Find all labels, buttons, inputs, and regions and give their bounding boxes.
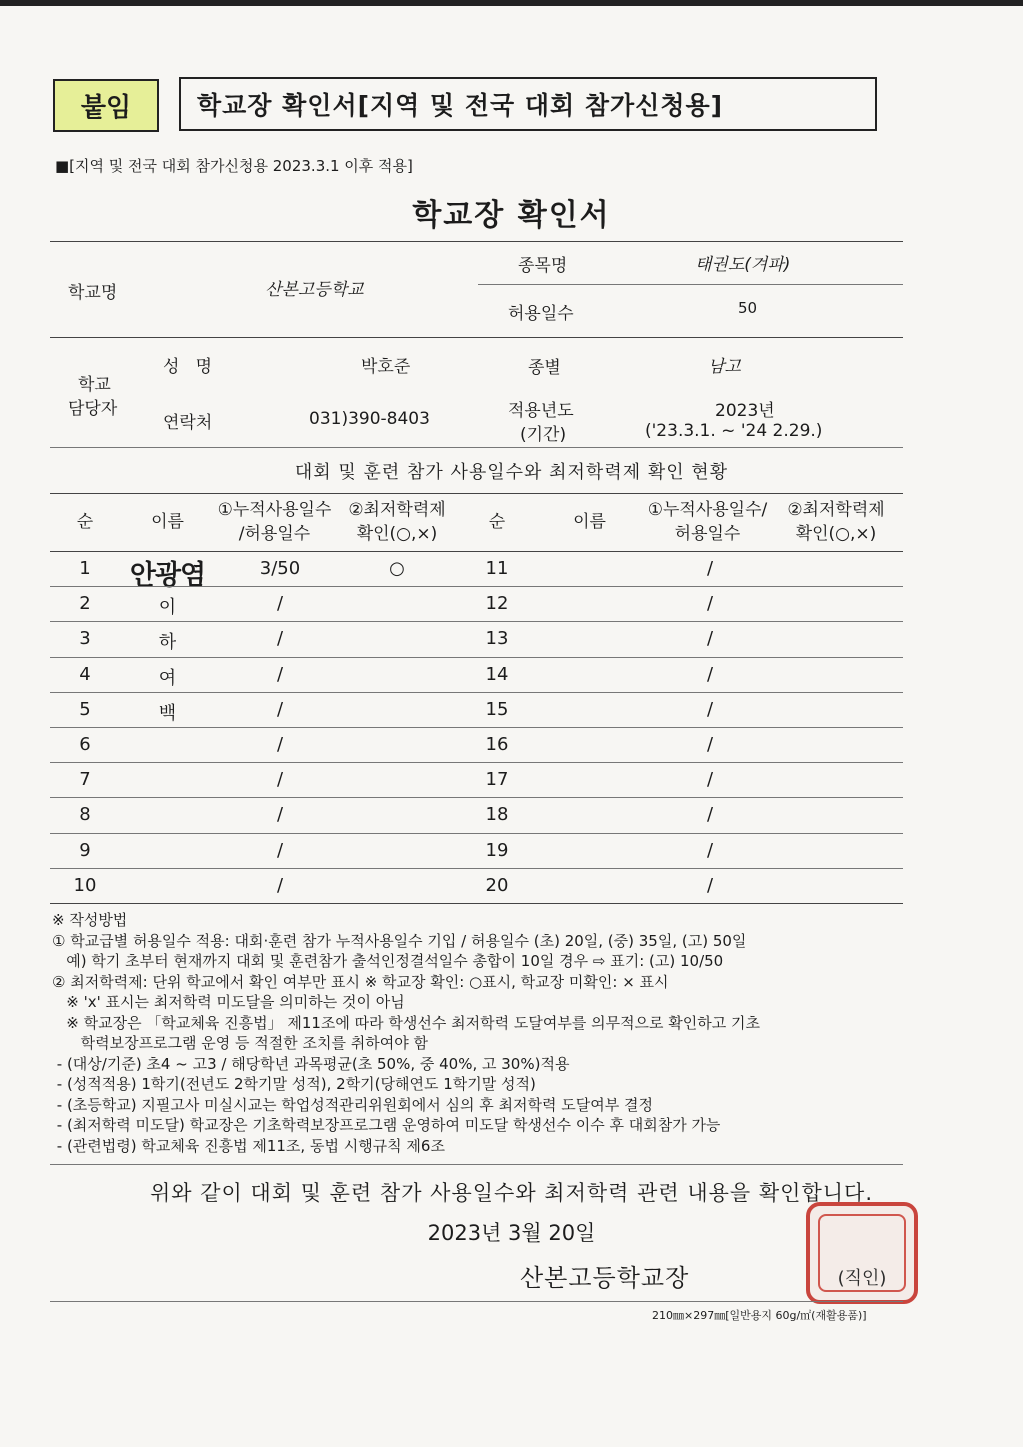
year-label-2: (기간): [520, 425, 567, 445]
col-no: 순: [76, 512, 94, 532]
table-row-divider: [50, 833, 903, 834]
used-days: /: [276, 874, 284, 896]
issue-date: 2023년 3월 20일: [427, 1221, 596, 1245]
table-row-divider: [50, 762, 903, 763]
col-name-right: 이름: [573, 512, 606, 532]
used-days: /: [276, 663, 284, 685]
note-line: ② 최저학력제: 단위 학교에서 확인 여부만 표시 ※ 학교장 확인: ○표시, 학교장 미확인: × 표시: [52, 972, 669, 991]
page-title: 학교장 확인서: [412, 198, 611, 233]
official-seal: [806, 1202, 918, 1304]
row-number: 5: [79, 698, 91, 720]
contact-value: 031)390-8403: [309, 409, 430, 429]
manager-label: 학교: [78, 375, 111, 395]
col-no-right: 순: [488, 512, 506, 532]
col-used-right: ①누적사용일수/: [647, 500, 768, 520]
confirmation-statement: 위와 같이 대회 및 훈련 참가 사용일수와 최저학력 관련 내용을 확인합니다.: [149, 1181, 873, 1205]
col-used-2: /허용일수: [238, 524, 311, 544]
school-name-label: 학교명: [68, 283, 118, 303]
table-row-divider: [50, 727, 903, 728]
row-number: 12: [485, 593, 509, 615]
document-title-box: 학교장 확인서[지역 및 전국 대회 참가신청용]: [179, 77, 877, 131]
signer-name: 산본고등학교장: [520, 1264, 690, 1292]
col-used-right-2: 허용일수: [674, 524, 741, 544]
category-label: 종별: [528, 358, 561, 378]
attachment-badge: 붙임: [53, 79, 159, 132]
used-days: /: [276, 734, 284, 755]
used-days: /: [706, 698, 714, 720]
row-number: 6: [79, 734, 91, 755]
row-number: 20: [485, 874, 509, 896]
seal-text: (직인): [837, 1268, 887, 1289]
row-number: 18: [485, 804, 509, 826]
allowed-days-label: 허용일수: [508, 304, 574, 324]
used-days: /: [706, 628, 714, 650]
paper-spec: 210㎜×297㎜[일반용지 60g/㎡(재활용품)]: [652, 1309, 867, 1322]
category-value: 남고: [708, 357, 741, 377]
row-number: 4: [79, 663, 91, 685]
event-label: 종목명: [518, 256, 568, 276]
row-number: 10: [73, 874, 97, 896]
row-number: 9: [79, 839, 91, 861]
year-label: 적용년도: [508, 401, 574, 421]
student-name: 여: [158, 667, 177, 689]
allowed-days-value: 50: [738, 299, 758, 317]
note-line: - (관련법령) 학교체육 진흥법 제11조, 동법 시행규칙 제6조: [52, 1136, 445, 1155]
note-line: - (초등학교) 지필고사 미실시교는 학업성적관리위원회에서 심의 후 최저학력 도달여부 결정: [52, 1095, 653, 1114]
divider: [50, 241, 903, 242]
used-days: 3/50: [259, 558, 301, 579]
table-row-divider: [50, 797, 903, 798]
row-number: 2: [79, 593, 91, 615]
row-number: 19: [485, 839, 509, 861]
instructions: [52, 910, 932, 1156]
table-row-divider: [50, 621, 903, 622]
col-name: 이름: [151, 512, 184, 532]
col-check: ②최저학력제: [348, 500, 446, 520]
row-number: 1: [79, 558, 91, 579]
note-line: 예) 학기 초부터 현재까지 대회 및 훈련참가 출석인정결석일수 총합이 10일 경우 ⇨ 표기: (고) 10/50: [52, 952, 724, 970]
divider: [50, 1301, 903, 1302]
note-line: - (최저학력 미도달) 학교장은 기초학력보장프로그램 운영하여 미도달 학생선수 이수 후 대회참가 가능: [52, 1116, 721, 1134]
row-number: 8: [79, 804, 91, 826]
period-value: ('23.3.1. ~ '24 2.29.): [645, 421, 823, 441]
table-bottom-border: [50, 903, 903, 904]
student-name: 이: [158, 597, 177, 619]
used-days: /: [276, 804, 284, 826]
used-days: /: [276, 628, 284, 650]
used-days: /: [276, 698, 284, 720]
note-line: - (성적적용) 1학기(전년도 2학기말 성적), 2학기(당해연도 1학기말 성적): [52, 1075, 536, 1093]
used-days: /: [276, 769, 284, 791]
row-number: 17: [485, 769, 509, 791]
note-line: ※ 'x' 표시는 최저학력 미도달을 의미하는 것이 아님: [52, 993, 405, 1011]
used-days: /: [706, 769, 714, 791]
name-label: 성 명: [163, 357, 213, 377]
divider: [50, 1164, 903, 1165]
manager-name-value: 박호준: [361, 357, 411, 377]
student-name: 하: [158, 632, 177, 654]
used-days: /: [706, 804, 714, 826]
col-used: ①누적사용일수: [217, 500, 332, 520]
col-check-2: 확인(○,×): [356, 524, 438, 544]
row-number: 14: [485, 663, 509, 685]
table-header-border: [50, 551, 903, 552]
row-number: 15: [485, 698, 509, 720]
used-days: /: [706, 593, 714, 615]
row-number: 7: [79, 769, 91, 791]
used-days: /: [276, 839, 284, 861]
section-title: 대회 및 훈련 참가 사용일수와 최저학력제 확인 현황: [294, 462, 729, 483]
note-line: ① 학교급별 허용일수 적용: 대회·훈련 참가 누적사용일수 기입 / 허용일수 (초) 20일, (중) 35일, (고) 50일: [52, 931, 747, 950]
student-name: 백: [158, 702, 177, 724]
row-number: 13: [485, 628, 509, 650]
table-top-border: [50, 493, 903, 494]
note-line: ※ 작성방법: [52, 911, 128, 929]
year-value: 2023년: [715, 401, 775, 421]
row-number: 3: [79, 628, 91, 650]
table-row-divider: [50, 586, 903, 587]
scan-edge: [0, 0, 1023, 6]
divider: [50, 447, 903, 448]
manager-label-2: 담당자: [68, 399, 118, 419]
used-days: /: [276, 593, 284, 615]
event-value: 태권도(겨파): [695, 255, 791, 275]
used-days: /: [706, 734, 714, 755]
note-line: 학력보장프로그램 운영 등 적절한 조치를 취하여야 함: [52, 1034, 428, 1052]
student-name: 안광염: [129, 560, 206, 591]
academic-check: ○: [389, 558, 405, 579]
table-row-divider: [50, 868, 903, 869]
note-line: ※ 학교장은 「학교체육 진흥법」 제11조에 따라 학생선수 최저학력 도달여부를 의무적으로 확인하고 기초: [52, 1013, 761, 1032]
contact-label: 연락처: [163, 413, 213, 433]
school-name-value: 산본고등학교: [265, 280, 364, 300]
table-row-divider: [50, 692, 903, 693]
divider: [50, 337, 903, 338]
row-number: 11: [485, 558, 509, 579]
col-check-right: ②최저학력제: [787, 500, 885, 520]
col-check-right-2: 확인(○,×): [795, 524, 877, 544]
table-row-divider: [50, 657, 903, 658]
applicability-note: ■[지역 및 전국 대회 참가신청용 2023.3.1 이후 적용]: [55, 157, 413, 175]
used-days: /: [706, 663, 714, 685]
row-number: 16: [485, 734, 509, 755]
used-days: /: [706, 558, 714, 579]
divider: [478, 284, 903, 285]
used-days: /: [706, 874, 714, 896]
note-line: - (대상/기준) 초4 ~ 고3 / 해당학년 과목평균(초 50%, 중 40%, 고 30%)적용: [52, 1054, 570, 1073]
used-days: /: [706, 839, 714, 861]
